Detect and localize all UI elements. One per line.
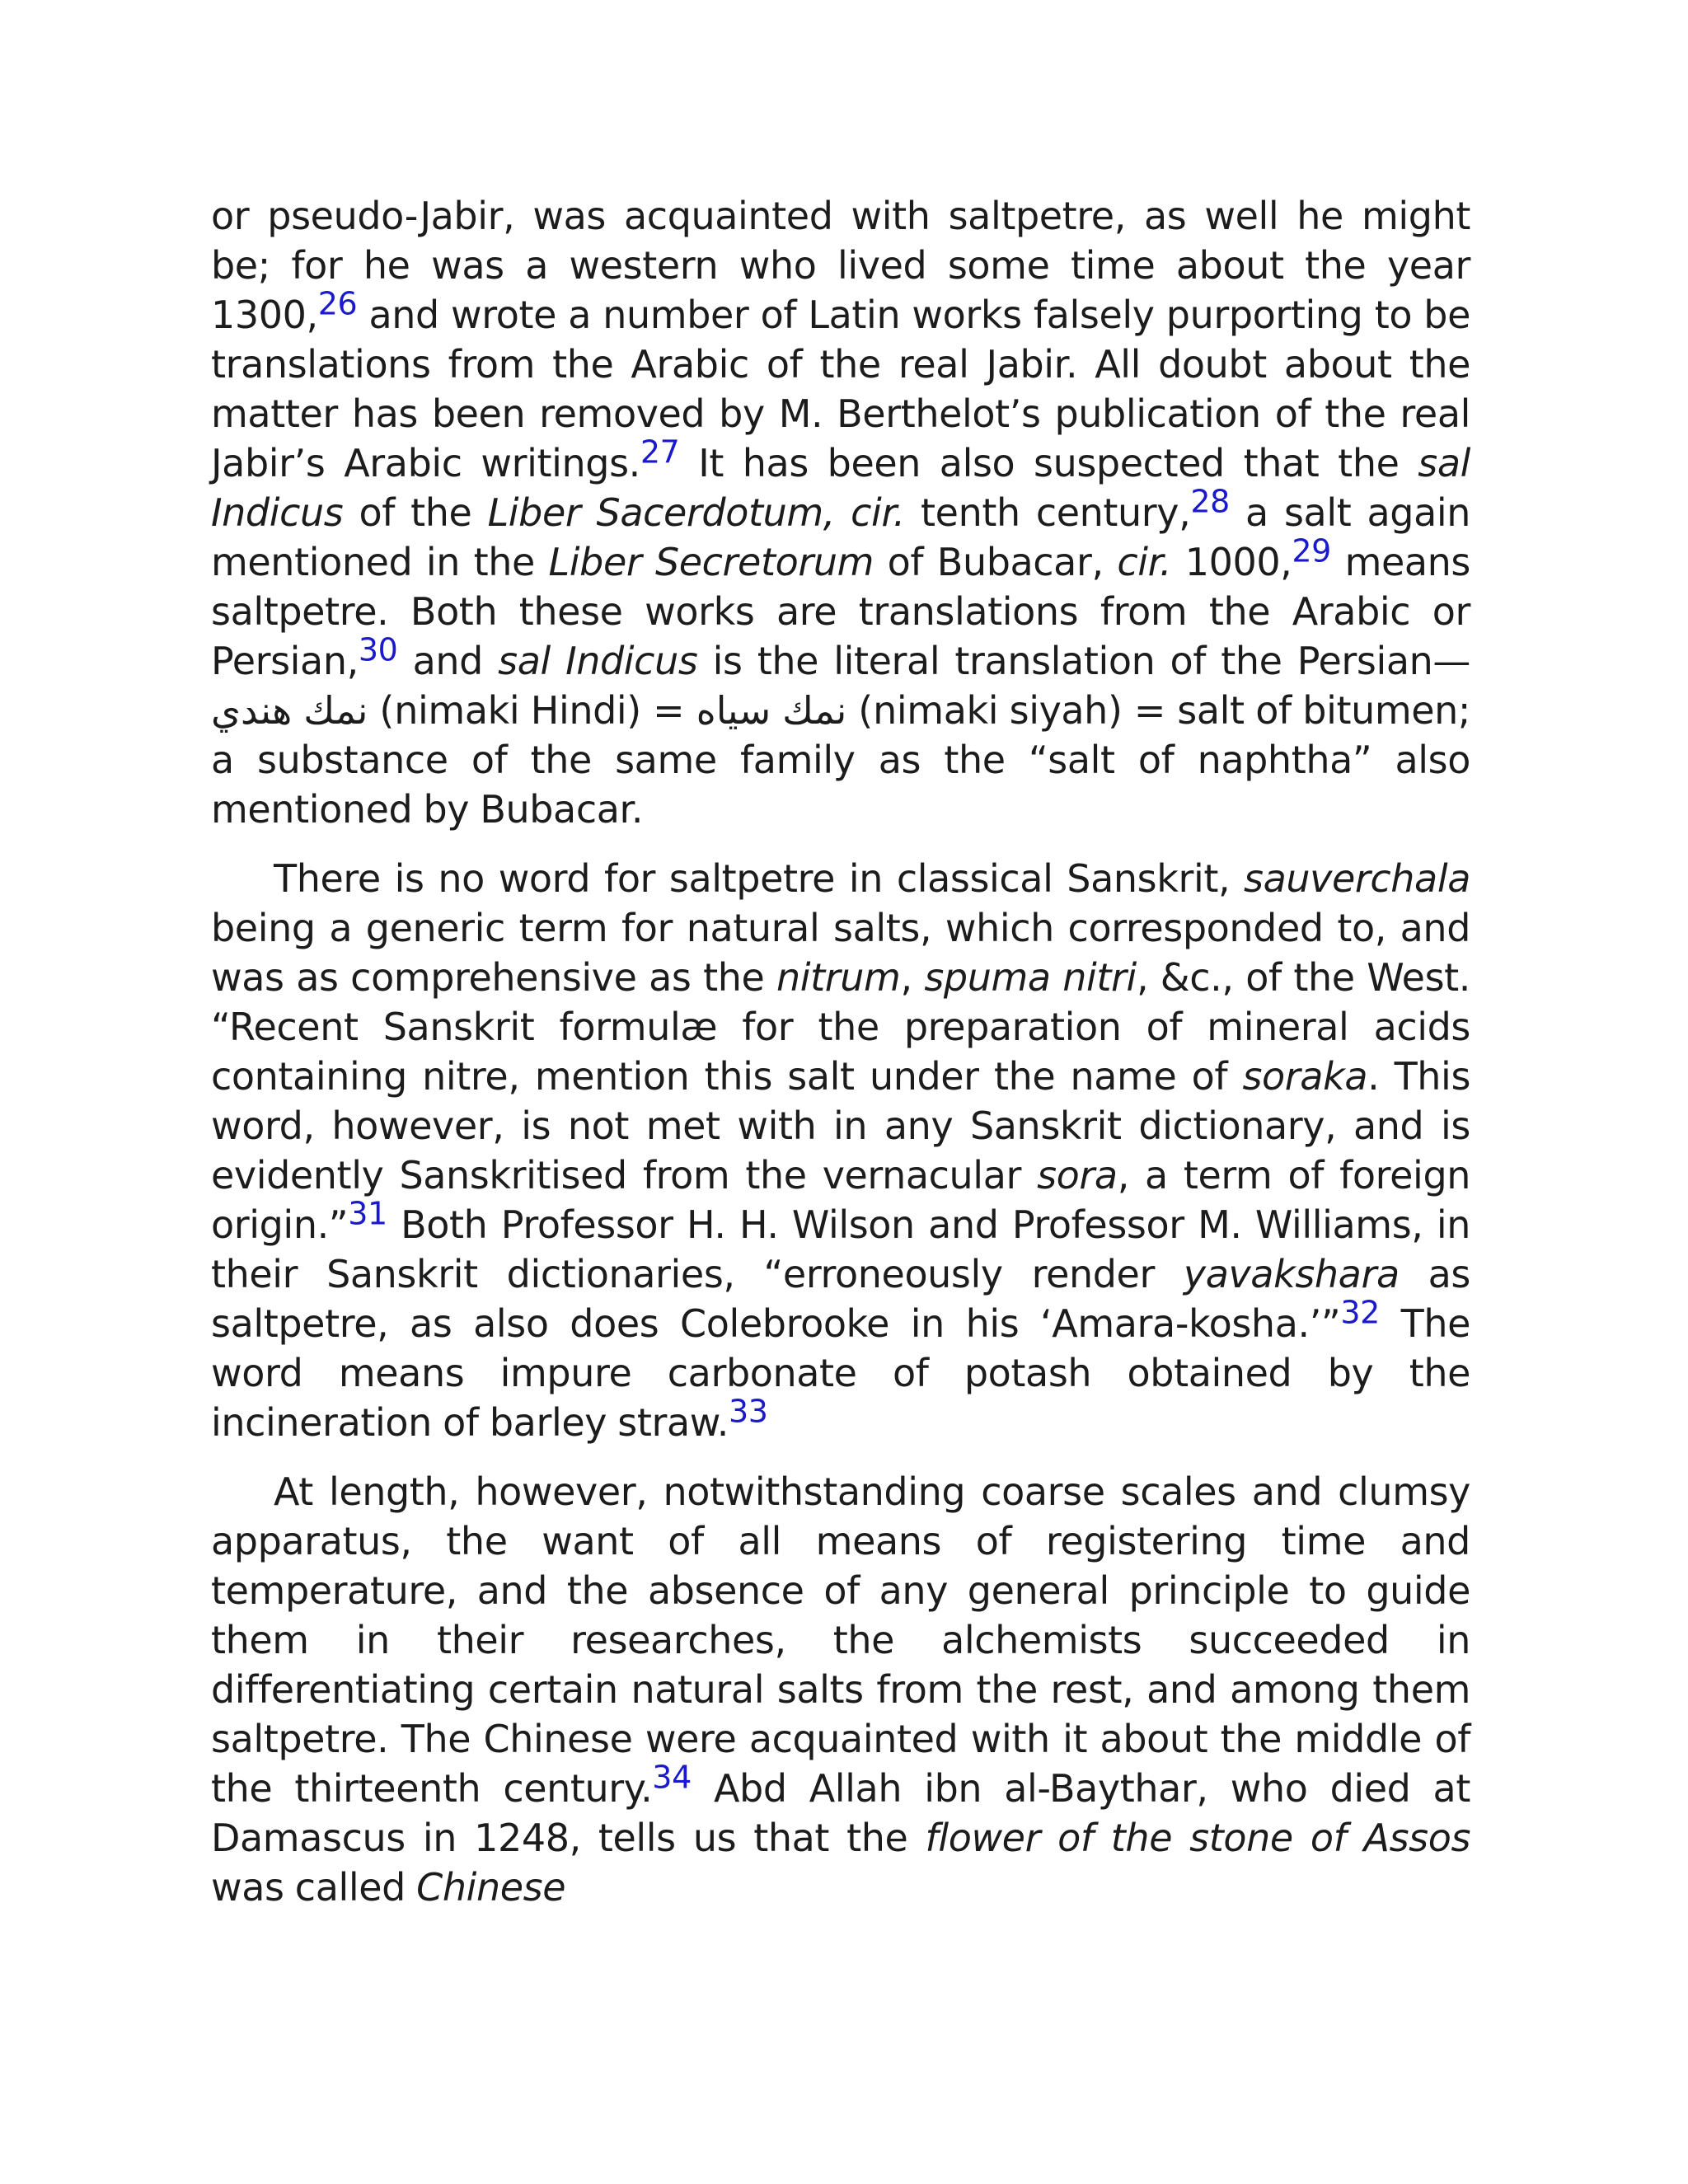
text-run: of the [343, 490, 488, 535]
arabic-text: نمك هندي [211, 688, 368, 733]
italic-text: soraka [1242, 1054, 1368, 1099]
footnote-ref-28[interactable]: 28 [1190, 483, 1230, 520]
footnote-ref-31[interactable]: 31 [348, 1195, 387, 1232]
text-run: tenth century, [904, 490, 1191, 535]
footnote-ref-34[interactable]: 34 [652, 1759, 692, 1796]
text-run: There is no word for saltpetre in classical Sanskrit, [274, 856, 1245, 901]
footnote-ref-27[interactable]: 27 [640, 434, 680, 471]
italic-text: sora [1037, 1153, 1118, 1197]
text-run: , [900, 955, 925, 1000]
italic-text: flower of the stone of Assos [925, 1816, 1471, 1860]
text-run: , a term of foreign origin.” [211, 1153, 1470, 1247]
paragraph-1 [211, 191, 1470, 834]
text-run: being a generic term for natural salts, which corresponded to, and was as comprehensive as the [211, 906, 1470, 1000]
text-run: and [397, 639, 499, 683]
text-run: (nimaki siyah) = salt of bitumen; a substance of the same family as the “salt of naphtha” also mentioned by Bubacar. [211, 688, 1471, 832]
arabic-text: نمك سياه [696, 688, 847, 733]
document-page [211, 191, 1470, 1912]
text-run: , &c., of the West. “Recent Sanskrit formulæ for the preparation of mineral acids containing nitre, mention this salt under the name of [211, 955, 1470, 1099]
footnote-ref-30[interactable]: 30 [358, 631, 398, 668]
text-run: or pseudo-Jabir, was acquainted with saltpetre, as well he might be; for he was a western who lived some time about the year 1300, [211, 194, 1470, 337]
italic-text: spuma nitri [924, 955, 1137, 1000]
text-run: The word means impure carbonate of potash obtained by the incineration of barley straw. [211, 1301, 1470, 1445]
italic-text: sal Indicus [498, 639, 698, 683]
italic-text: Liber Secretorum [548, 540, 874, 584]
italic-text: sal Indicus [211, 441, 1470, 535]
text-run: . This word, however, is not met with in any Sanskrit dictionary, and is evidently Sanskritised from the vernacular [211, 1054, 1471, 1197]
italic-text: cir. [1117, 540, 1172, 584]
text-run: 1000, [1171, 540, 1292, 584]
italic-text: Liber Sacerdotum, cir. [487, 490, 905, 535]
paragraph-3 [211, 1467, 1470, 1912]
text-run: a salt again mentioned in the [211, 490, 1471, 584]
italic-text: yavakshara [1183, 1252, 1400, 1296]
text-run: and wrote a number of Latin works falsely purporting to be translations from the Arabic of the real Jabir. All doubt about the matter has been removed by M. Berthelot’s publication of the real Jabir’s Arabic writings. [211, 293, 1470, 485]
text-run: was called [211, 1865, 417, 1910]
italic-text: nitrum [776, 955, 901, 1000]
text-run: Both Professor H. H. Wilson and Professor M. Williams, in their Sanskrit dictionaries, “erroneously render [211, 1202, 1470, 1296]
text-run: means saltpetre. Both these works are translations from the Arabic or Persian, [211, 540, 1470, 683]
text-run: Abd Allah ibn al-Baythar, who died at Damascus in 1248, tells us that the [211, 1766, 1470, 1860]
footnote-ref-26[interactable]: 26 [317, 285, 358, 322]
footnote-ref-29[interactable]: 29 [1292, 532, 1331, 569]
italic-text: sauverchala [1244, 856, 1470, 901]
text-run: of Bubacar, [874, 540, 1118, 584]
text-run: is the literal translation of the Persian— [697, 639, 1470, 683]
footnote-ref-32[interactable]: 32 [1340, 1294, 1380, 1331]
footnote-ref-33[interactable]: 33 [729, 1393, 768, 1430]
paragraph-2 [211, 854, 1470, 1447]
text-run: (nimaki Hindi) = [368, 688, 696, 733]
text-run: It has been also suspected that the [679, 441, 1418, 485]
italic-text: Chinese [416, 1865, 566, 1910]
text-run: as saltpetre, as also does Colebrooke in his ‘Amara-kosha.’” [211, 1252, 1471, 1346]
text-run: At length, however, notwithstanding coarse scales and clumsy apparatus, the want of all means of registering time and temperature, and the absence of any general principle to guide them in their researches, the alchemists succeeded in differentiating certain natural salts from the rest, and among them saltpetre. The Chinese were acquainted with it about the middle of the thirteenth century. [211, 1469, 1470, 1811]
